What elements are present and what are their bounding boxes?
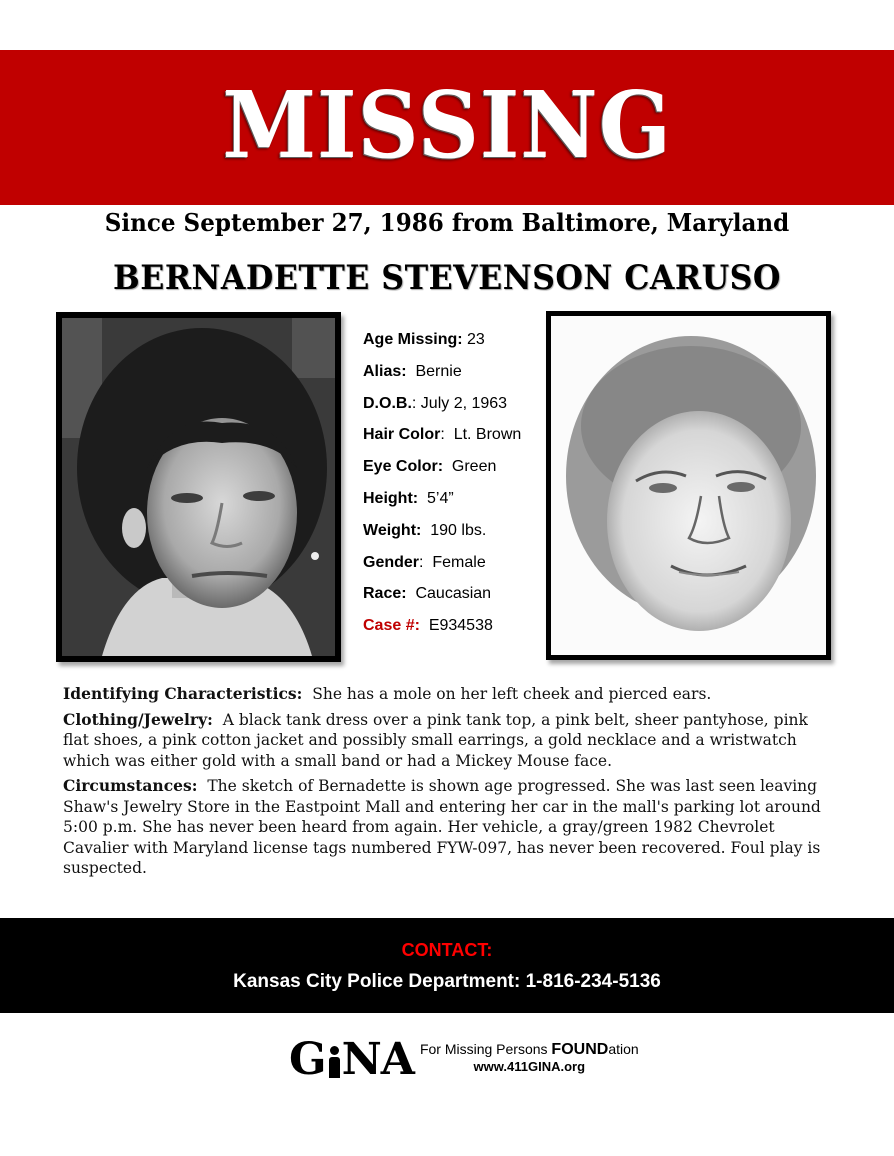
gina-tagline [420, 1041, 639, 1075]
details-label: Circumstances: [63, 776, 198, 795]
tagline-found: FOUND [551, 1041, 609, 1058]
info-separator: : [411, 394, 417, 412]
person-figure-icon [327, 1046, 341, 1078]
info-hair-color [363, 423, 543, 455]
info-value: Caucasian [415, 585, 492, 603]
info-dob [363, 392, 543, 424]
info-label: Age Missing: [363, 331, 463, 348]
details-label: Clothing/Jewelry: [63, 709, 213, 729]
circumstances [63, 776, 833, 879]
missing-person-photo [56, 312, 341, 662]
info-value: E934538 [428, 617, 493, 635]
info-value: Bernie [415, 362, 462, 380]
info-value: Green [451, 458, 497, 476]
info-case-number [363, 614, 543, 646]
info-alias [363, 360, 543, 392]
sketch-portrait-icon [551, 316, 826, 655]
info-label: Hair Color [363, 426, 441, 444]
details-label: Identifying Characteristics: [63, 684, 303, 703]
info-label: Weight: [363, 521, 422, 539]
details-text: She has a mole on her left cheek and pierced ears. [312, 685, 712, 703]
missing-since-subtitle: Since September 27, 1986 from Baltimore, Maryland [104, 208, 790, 237]
gina-logo [289, 1034, 639, 1085]
info-separator: : [419, 553, 424, 571]
info-label: D.O.B. [363, 394, 412, 412]
identifying-characteristics [63, 684, 833, 705]
info-height [363, 487, 543, 519]
info-value: 23 [467, 331, 485, 348]
details-text: A black tank dress over a pink tank top, a pink belt, sheer pantyhose, pink flat shoes, a pink cotton jacket and possibly small earrings, a gold necklace and a wristwatch which was either gold with a small band or had a Mickey Mouse face. [63, 710, 808, 770]
clothing-jewelry [63, 710, 833, 772]
logo-letter-g: G [289, 1034, 326, 1085]
info-weight [363, 519, 543, 551]
info-label: Alias: [363, 362, 407, 380]
case-details [63, 684, 833, 884]
info-race [363, 582, 543, 614]
contact-band [0, 918, 894, 1013]
gina-wordmark [289, 1034, 414, 1085]
contact-phone-line[interactable]: Kansas City Police Department: 1-816-234-5136 [233, 971, 661, 992]
missing-banner [0, 50, 894, 205]
info-gender [363, 551, 543, 583]
info-label: Height: [363, 489, 419, 507]
info-label: Race: [363, 585, 407, 603]
person-info-list [363, 328, 543, 646]
info-value: Lt. Brown [453, 426, 522, 444]
age-progressed-sketch [546, 311, 831, 660]
gina-url-link[interactable]: www.411GINA.org [473, 1059, 586, 1074]
tagline-pre: For Missing Persons [419, 1041, 552, 1057]
logo-letters-na: NA [341, 1034, 414, 1085]
info-label: Case #: [363, 617, 420, 635]
contact-heading: CONTACT: [401, 940, 493, 960]
info-age-missing [363, 328, 543, 360]
info-eye-color [363, 455, 543, 487]
person-name: BERNADETTE STEVENSON CARUSO [113, 258, 781, 298]
info-separator: : [440, 426, 445, 444]
tagline-post: ation [608, 1041, 639, 1057]
info-value: Female [432, 553, 486, 571]
info-value: July 2, 1963 [420, 394, 508, 412]
info-label: Eye Color: [363, 458, 444, 476]
details-text: The sketch of Bernadette is shown age progressed. She was last seen leaving Shaw's Jewelry Store in the Eastpoint Mall and entering her car in the mall's parking lot around 5:00 p.m. She has never been heard from again. Her vehicle, a gray/green 1982 Chevrolet Cavalier with Maryland license tags numbered FYW-097, has never been recovered. Foul play is suspected. [63, 777, 821, 877]
info-value: 5’4” [427, 489, 454, 507]
info-label: Gender [363, 553, 420, 571]
banner-title: MISSING [222, 70, 672, 179]
photo-portrait-icon [62, 318, 335, 656]
info-value: 190 lbs. [430, 521, 487, 539]
